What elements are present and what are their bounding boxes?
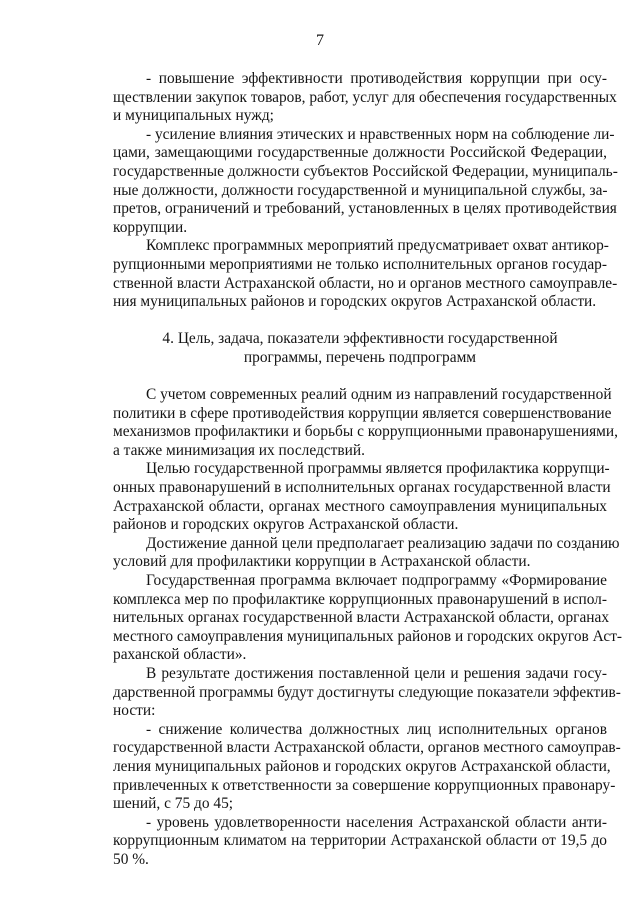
document-body: [113, 70, 623, 870]
text-line: дарственной программы будут достигнуты следующие показатели эффектив-: [113, 683, 621, 701]
text-line: механизмов профилактики и борьбы с коррупционными правонарушениями,: [113, 423, 618, 441]
paragraph: [113, 814, 607, 870]
text-line: - снижение количества должностных лиц исполнительных органов: [146, 720, 607, 738]
heading-line: программы, перечень подпрограмм: [243, 348, 477, 366]
text-line: коррупции.: [113, 218, 188, 236]
text-line: Достижение данной цели предполагает реализацию задачи по созданию: [146, 534, 620, 552]
text-line: Государственная программа включает подпрограмму «Формирование: [146, 572, 607, 590]
text-line: С учетом современных реалий одним из направлений государственной: [146, 386, 612, 404]
text-line: а также минимизация их последствий.: [113, 441, 365, 459]
paragraph: [113, 460, 611, 534]
text-line: Комплекс программных мероприятий предусматривает охват антикор-: [146, 237, 609, 255]
text-line: привлеченных к ответственности за совершение коррупционных правонару-: [113, 776, 616, 794]
text-line: и муниципальных нужд;: [113, 107, 274, 125]
text-line: Астраханской области, органах местного самоуправления муниципальных: [113, 497, 607, 515]
text-line: ственной власти Астраханской области, но и органов местного самоуправле-: [113, 274, 618, 292]
text-line: 50 %.: [113, 850, 149, 868]
text-line: ные должности, должности государственной и муниципальной службы, за-: [113, 181, 608, 199]
text-line: местного самоуправления муниципальных районов и городских округов Аст-: [113, 627, 623, 645]
text-line: Целью государственной программы является профилактика коррупци-: [146, 460, 610, 478]
paragraph: [113, 534, 620, 572]
text-line: государственной власти Астраханской области, органов местного самоуправ-: [113, 739, 621, 757]
text-line: рупционными мероприятиями не только исполнительных органов государ-: [113, 255, 607, 273]
text-line: раханской области».: [113, 646, 247, 664]
text-line: государственные должности субъектов Российской Федерации, муниципаль-: [113, 162, 618, 180]
section-heading: [113, 330, 607, 367]
text-line: - уровень удовлетворенности населения Астраханской области анти-: [146, 813, 607, 831]
page-number: 7: [316, 32, 324, 49]
text-line: цами, замещающими государственные должности Российской Федерации,: [113, 144, 607, 162]
text-line: условий для профилактики коррупции в Астраханской области.: [113, 553, 531, 571]
paragraph: [113, 386, 618, 460]
text-line: политики в сфере противодействия коррупции является совершенствование: [113, 404, 612, 422]
paragraph: [113, 572, 623, 665]
text-line: В результате достижения поставленной цели и решения задачи госу-: [146, 665, 607, 682]
paragraph: [113, 665, 621, 721]
text-line: районов и городских округов Астраханской области.: [113, 516, 459, 534]
text-line: коррупционным климатом на территории Астраханской области от 19,5 до: [113, 832, 607, 850]
text-line: онных правонарушений в исполнительных органах государственной власти: [113, 479, 611, 497]
text-line: ществлении закупок товаров, работ, услуг для обеспечения государственных: [113, 88, 617, 106]
paragraph: [113, 70, 617, 126]
text-line: претов, ограничений и требований, установленных в целях противодействия: [113, 200, 617, 218]
paragraph: [113, 237, 618, 311]
spacer: [113, 312, 607, 331]
text-line: ния муниципальных районов и городских округов Астраханской области.: [113, 293, 597, 311]
text-line: ности:: [113, 702, 156, 720]
text-line: комплекса мер по профилактике коррупционных правонарушений в испол-: [113, 590, 607, 608]
paragraph: [113, 125, 618, 238]
text-line: нительных органах государственной власти Астраханской области, органах: [113, 609, 610, 627]
text-line: - повышение эффективности противодействия коррупции при осу-: [146, 70, 607, 87]
text-line: - усиление влияния этических и нравственных норм на соблюдение ли-: [146, 125, 615, 143]
text-line: шений, с 75 до 45;: [113, 795, 234, 813]
spacer: [113, 368, 607, 387]
paragraph: [113, 720, 621, 814]
heading-line: 4. Цель, задача, показатели эффективности государственной: [162, 330, 558, 348]
text-line: ления муниципальных районов и городских округов Астраханской области,: [113, 757, 611, 775]
